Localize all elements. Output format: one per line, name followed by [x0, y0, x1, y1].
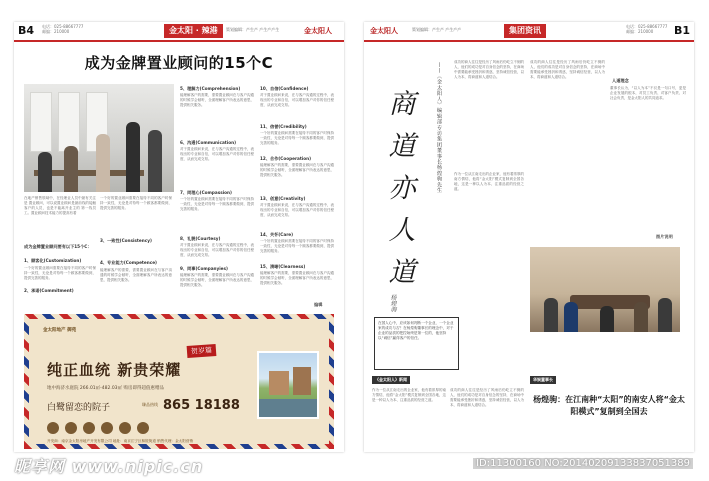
article-body-text: 一个好的置业顾问需要在接待不同的客户时保持一致性，无论是对待每一个顾客都要做到，提供完善的服务。: [100, 196, 172, 210]
section-bar-chairman: 华娱董事长: [530, 376, 556, 384]
article-body-text: 一个好的置业顾问需要在接待不同的客户时保持一致性，无论是对待每一个顾客都要做到，提供完善的服务。: [260, 239, 334, 253]
header-contact-right: 电话：025-88667777 邮编：210000: [626, 24, 668, 34]
page-number-right: B1: [674, 24, 691, 37]
feature-icon: [65, 422, 77, 434]
page-header-left: [14, 22, 344, 42]
article-body-text: 能理解客户的需要，需要置业顾问在与客户沟通的时候学会倾听，全面理解客户所表达的意思，提供相关服务。: [180, 273, 254, 287]
calligraphy-signature: 杨煌驹: [389, 294, 396, 312]
watermark-site-logo: 昵享网 www.nipic.cn: [14, 457, 204, 476]
editor-meta-right: 策划编辑：产生产 产生产产: [412, 27, 462, 32]
ad-stamp-badge: 贺岁篇: [187, 344, 217, 358]
list-item: 6、沟通(Communication): [180, 140, 236, 145]
article-body-text: 对于置业顾问来说，在与客户沟通的过程中，表现出的专业和自信，可以增加客户对你的信任程度，从而完成交易。: [180, 243, 254, 257]
office-meeting-photo: [24, 84, 174, 192]
editor-meta-left: 策划编辑：产生产 产生产产生: [226, 27, 280, 32]
section-bar-news: 《金太阳人》新闻: [372, 376, 410, 384]
list-item: 1、顾客化(Customization): [24, 258, 82, 263]
section-tag-left: 金太阳 · 辣港: [164, 24, 223, 38]
feature-icon: [119, 422, 131, 434]
article-intro-box: 在国人心中，应该如何判断一个企业，一个企业家的成功与否？在杨煌驹董事长的理念中，对于企业的品质的把控始终是第一位的，他坚持以“诚信”赢得客户的信任。: [374, 317, 459, 370]
list-item: 8、礼貌(Courtesy): [180, 236, 221, 241]
list-item: 15、清晰(Clearness): [260, 264, 306, 269]
article-body-text: 能理解客户的需要，需要置业顾问在与客户沟通的时候学会倾听，全面理解客户所表达的意思，提供相关服务。: [180, 93, 254, 107]
list-item: 3、一致性(Consistency): [100, 238, 152, 243]
article-body-text: 董事长认为，“以人为本”不仅是一句口号，更是企业发展的根本，对员工负责、对客户负责、对社会负责，是金太阳人的共同追求。: [610, 86, 686, 100]
article-headline: 成为金牌置业顾问的15个C: [84, 54, 274, 72]
feature-icon: [137, 422, 149, 434]
list-item: 11、信誉(Credibility): [260, 124, 307, 129]
list-item: 5、理解力(Comprehension): [180, 86, 241, 91]
page-header-right: [364, 22, 694, 42]
calligraphy-character: 商: [388, 89, 416, 120]
feature-icon: [47, 422, 59, 434]
list-heading: 成为金牌置业顾问要有以下15个C：: [24, 244, 92, 249]
list-item: 14、关怀(Care): [260, 232, 294, 237]
list-item: 7、同理心(Compassion): [180, 190, 232, 195]
calligraphy-character: 道: [388, 257, 416, 288]
feature-icon: [101, 422, 113, 434]
article-intro-text: 在地产销售领域中，在经理业人员中最有关注是 置业顾问，可以说置业顾问是最前线的接触客户的人员，也是不能离开业主的 第一线员工。置业顾问技术能力的提高有着: [24, 196, 96, 215]
list-item: 9、同事(Companyies): [180, 266, 228, 271]
ad-brand-logo: 金太阳地产 御苑: [43, 328, 77, 333]
article-body-text: 一个好的置业顾问需要在接待不同的客户时保持一致性，无论是对待每一个顾客都要做到，提供完善的服务。: [260, 131, 334, 145]
list-item: 10、自信(Confidence): [260, 86, 309, 91]
article-body-text: 作为一位从江南走出的企业家，他有着浓厚的南方情结，他将“金太阳”模式复制到全国各地，这是一种以人为本、注重品质的经营之道。: [372, 388, 446, 402]
article-body-text: 能理解客户的需要，需要置业顾问在与客户沟通的时候学会倾听，全面理解客户所表达的意思，提供相关服务。: [100, 268, 172, 282]
section-subheading: 人道理念: [612, 78, 629, 83]
publication-logo-right: 金太阳人: [370, 27, 398, 35]
photo-caption: 图片说明: [656, 234, 673, 239]
watermark-image-id: ID:11300160 NO:20140209133837051389: [473, 458, 693, 469]
ad-address-line: 地中海济水庭院 266.01㎡-482.03㎡ 购房即得超值惠赠品: [47, 386, 164, 391]
publication-logo-left: 金太阳人: [304, 27, 332, 35]
list-item-text: 一个好的置业顾问需要在接待不同的客户时保持一致性，无论是对待每一个顾客都要做到，提供完善的服务。: [24, 266, 96, 280]
article-body-text: 作为一位从江南走出的企业家，他有着浓厚的南方情结，他将“金太阳”模式复制到全国各地，这是一种以人为本、注重品质的经营之道。: [454, 172, 524, 191]
feature-icon: [83, 422, 95, 434]
real-estate-advertisement: [24, 314, 334, 449]
ad-sub-slogan: 白鹭留恋的院子: [47, 403, 111, 413]
article-body-text: 对于置业顾问来说，在与客户沟通的过程中，表现出的专业和自信，可以增加客户对你的信任程度，从而完成交易。: [180, 147, 254, 161]
list-item: 13、创意(Creativity): [260, 196, 306, 201]
ad-main-slogan: 纯正血统 新贵荣耀: [47, 361, 182, 379]
article-body-text: 成功的商人往往是经历了风雨后仍屹立不倒的人，他们的成功是对自身信念的坚持，在商场中需要能承受挫折和诱惑，坚持诚信经营，以人为本，将商道和人道结合。: [450, 388, 524, 407]
newspaper-page-right: [364, 22, 694, 452]
ad-villa-photo: [257, 351, 319, 419]
ad-phone-number: 865 18188: [163, 398, 240, 413]
article-body-text: 对于置业顾问来说，在与客户沟通的过程中，表现出的专业和自信，可以增加客户对你的信任程度，从而完成交易。: [260, 203, 334, 217]
article-subtitle-vertical: ——《金太阳人》编辑部专访集团董事长杨煌驹先生: [436, 62, 442, 194]
list-item: 12、合作(Cooperation): [260, 156, 312, 161]
section-tag-right: 集团资讯: [504, 24, 546, 38]
article-body-text: 能理解客户的需要，需要置业顾问在与客户沟通的时候学会倾听，全面理解客户所表达的意思，提供相关服务。: [260, 271, 334, 285]
header-contact-left: 电话：025-88667777 邮编：210000: [42, 24, 84, 34]
article-body-text: 能理解客户的需要，需要置业顾问在与客户沟通的时候学会倾听，全面理解客户所表达的意思，提供相关服务。: [260, 163, 334, 177]
calligraphy-character: 亦: [388, 173, 416, 204]
newspaper-page-left: [14, 22, 344, 452]
calligraphy-title: [372, 84, 432, 294]
ad-feature-icons: [47, 422, 307, 434]
list-item: 2、承诺(Commitment): [24, 288, 74, 293]
article-body-text: 一个好的置业顾问需要在接待不同的客户时保持一致性，无论是对待每一个顾客都要做到，提供完善的服务。: [180, 197, 254, 211]
article-body-text: 成功的商人往往是经历了风雨后仍屹立不倒的人，他们的成功是对自身信念的坚持，在商场中需要能承受挫折和诱惑，坚持诚信经营，以人为本，将商道和人道结合。: [530, 60, 605, 79]
secondary-headline: 杨煌驹：在江南种“太阳”的南安人将“金太阳模式”复制到全国去: [533, 395, 685, 416]
page-number-left: B4: [18, 24, 35, 37]
calligraphy-character: 道: [388, 131, 416, 162]
article-body-text: 成功的商人往往是经历了风雨后仍屹立不倒的人，他们的成功是对自身信念的坚持，在商场中需要能承受挫折和诱惑，坚持诚信经营，以人为本，将商道和人道结合。: [454, 60, 524, 79]
meeting-room-photo: [530, 247, 680, 332]
ad-phone-label: 臻品热线: [142, 402, 158, 407]
article-body-text: 对于置业顾问来说，在与客户沟通的过程中，表现出的专业和自信，可以增加客户对你的信任程度，从而完成交易。: [260, 93, 334, 107]
ad-footer-line: 开发商：南京金太阳房地产开发有限公司 地址：南京江宁区秣陵街道 销售代理：金太阳营销: [47, 439, 194, 443]
list-item: 4、专业能力(Competence): [100, 260, 157, 265]
calligraphy-character: 人: [388, 215, 416, 246]
editor-signature: 编辑: [314, 302, 323, 307]
